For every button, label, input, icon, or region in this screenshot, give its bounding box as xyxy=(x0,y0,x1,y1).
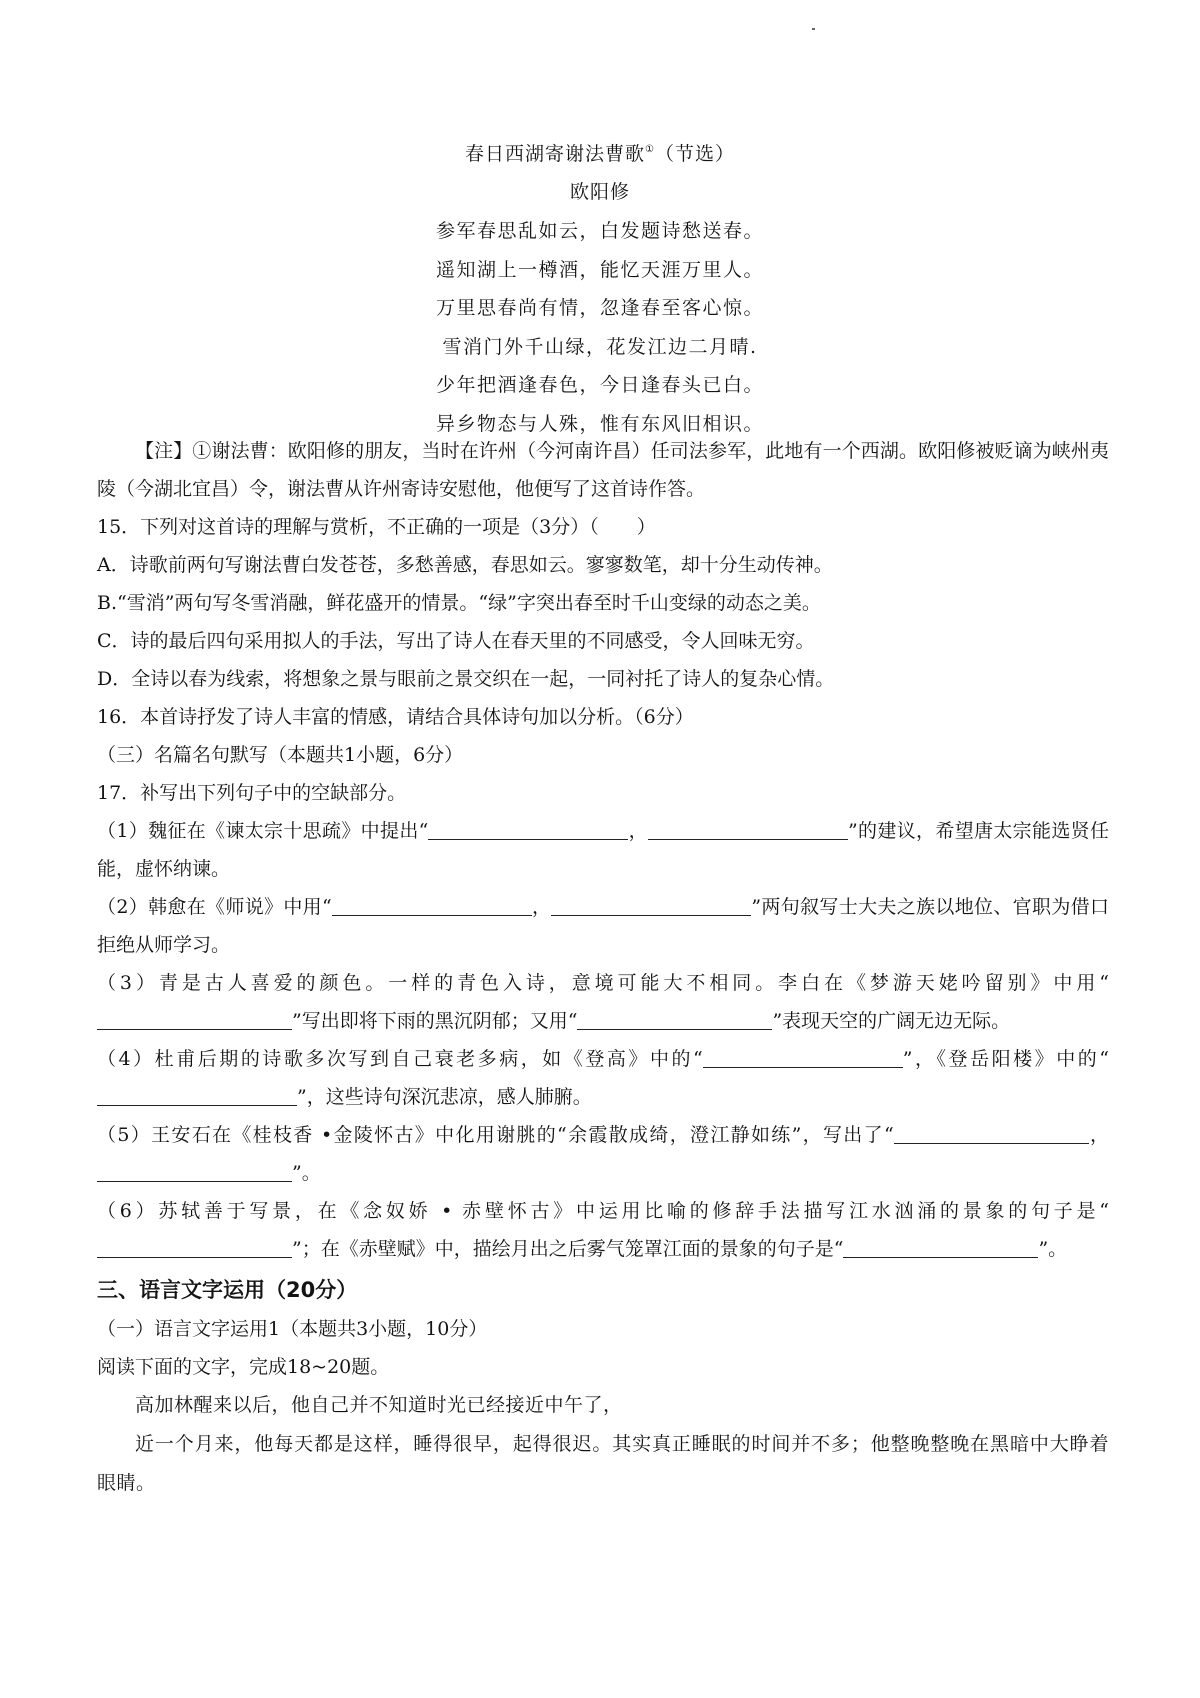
q17-1-text-a: （1）魏征在《谏太宗十思疏》中提出“ xyxy=(97,820,429,842)
poem-title xyxy=(0,132,1200,172)
passage-paragraph: 近一个月来，他每天都是这样，睡得很早，起得很迟。其实真正睡眠的时间并不多；他整晚整晚在黑暗中大睁着眼睛。 xyxy=(97,1433,1109,1494)
q17-2-text-c: ”两句叙写士大夫之族以地位、官职为借口拒绝从师学习。 xyxy=(97,896,1109,956)
part-3-heading: （三）名篇名句默写（本题共1小题，6分） xyxy=(97,744,464,766)
poem-block xyxy=(0,132,1200,443)
passage-paragraph: 高加林醒来以后，他自己并不知道时光已经接近中午了， xyxy=(135,1394,623,1416)
question-15-stem: 15．下列对这首诗的理解与赏析，不正确的一项是（3分）（ ） xyxy=(97,516,656,538)
poem-author: 欧阳修 xyxy=(569,181,630,203)
question-17-item-2 xyxy=(97,888,1109,964)
fill-blank[interactable] xyxy=(703,1045,903,1068)
fill-blank[interactable] xyxy=(97,1235,292,1258)
q17-6-text-b: ”；在《赤壁赋》中，描绘月出之后雾气笼罩江面的景象的句子是“ xyxy=(292,1238,844,1260)
poem-line: 万里思春尚有情，忽逢春至客心惊。 xyxy=(435,297,764,319)
fill-blank[interactable] xyxy=(97,1007,292,1030)
section-3-instruction: 阅读下面的文字，完成18~20题。 xyxy=(97,1356,390,1378)
question-17-stem: 17．补写出下列句子中的空缺部分。 xyxy=(97,782,407,804)
fill-blank[interactable] xyxy=(648,817,848,840)
poem-title-footnote-mark: ① xyxy=(645,144,655,155)
poem-title-main: 春日西湖寄谢法曹歌 xyxy=(465,143,646,165)
poem-footnote: 【注】①谢法曹：欧阳修的朋友，当时在许州（今河南许昌）任司法参军，此地有一个西湖。欧阳修被贬谪为峡州夷陵（今湖北宜昌）令，谢法曹从许州寄诗安慰他，他便写了这首诗作答。 xyxy=(97,440,1109,500)
section-3-subheading: （一）语言文字运用1（本题共3小题，10分） xyxy=(97,1318,488,1340)
question-17-item-1 xyxy=(97,812,1109,888)
q17-3-text-c: ”表现天空的广阔无边无际。 xyxy=(772,1010,1011,1032)
q17-2-text-a: （2）韩愈在《师说》中用“ xyxy=(97,896,332,918)
question-17-item-4 xyxy=(97,1040,1109,1116)
fill-blank[interactable] xyxy=(894,1121,1089,1144)
poem-title-suffix: （节选） xyxy=(654,143,735,165)
question-17-item-3 xyxy=(97,964,1109,1040)
q17-6-text-c: ”。 xyxy=(1038,1238,1068,1260)
question-15-option-a: A．诗歌前两句写谢法曹白发苍苍，多愁善感，春思如云。寥寥数笔，却十分生动传神。 xyxy=(97,554,833,576)
fill-blank[interactable] xyxy=(551,893,751,916)
poem-line: 异乡物态与人殊，惟有东风旧相识。 xyxy=(435,412,764,435)
fill-blank[interactable] xyxy=(97,1083,297,1106)
q17-1-text-b: ， xyxy=(628,820,649,842)
fill-blank[interactable] xyxy=(332,893,532,916)
fill-blank[interactable] xyxy=(577,1007,772,1030)
question-15-option-c: C．诗的最后四句采用拟人的手法，写出了诗人在春天里的不同感受，令人回味无穷。 xyxy=(97,630,815,652)
q17-4-text-a: （4）杜甫后期的诗歌多次写到自己衰老多病，如《登高》中的“ xyxy=(97,1048,703,1070)
q17-5-text-c: ”。 xyxy=(292,1162,321,1184)
q17-3-text-b: ”写出即将下雨的黑沉阴郁；又用“ xyxy=(292,1010,578,1032)
poem-line: 遥知湖上一樽酒，能忆天涯万里人。 xyxy=(435,258,764,281)
poem-line: 雪消门外千山绿，花发江边二月晴. xyxy=(442,335,758,358)
fill-blank[interactable] xyxy=(428,817,628,840)
question-17-item-6 xyxy=(97,1192,1109,1268)
fill-blank[interactable] xyxy=(97,1159,292,1182)
exam-body xyxy=(97,432,1109,1503)
question-15-option-d: D．全诗以春为线索，将想象之景与眼前之景交织在一起，一同衬托了诗人的复杂心情。 xyxy=(97,668,835,690)
poem-line: 参军春思乱如云，白发题诗愁送春。 xyxy=(435,220,764,242)
question-16: 16．本首诗抒发了诗人丰富的情感，请结合具体诗句加以分析。（6分） xyxy=(97,706,694,728)
q17-2-text-b: ， xyxy=(531,896,552,918)
q17-5-text-b: ， xyxy=(1088,1124,1109,1146)
q17-4-text-c: ”，这些诗句深沉悲凉，感人肺腑。 xyxy=(297,1086,592,1108)
scan-speck xyxy=(812,28,815,30)
poem-line: 少年把酒逢春色，今日逢春头已白。 xyxy=(435,374,764,396)
fill-blank[interactable] xyxy=(843,1235,1038,1258)
q17-6-text-a: （6）苏轼善于写景，在《念奴娇 • 赤壁怀古》中运用比喻的修辞手法描写江水汹涌的景象的句子是“ xyxy=(97,1200,1109,1222)
question-15-option-b: B.“雪消”两句写冬雪消融，鲜花盛开的情景。“绿”字突出春至时千山变绿的动态之美。 xyxy=(97,592,821,614)
section-3-heading: 三、语言文字运用（20分） xyxy=(97,1278,358,1302)
q17-1-text-c: ”的建议，希望唐太宗能选贤任能，虚怀纳谏。 xyxy=(97,820,1109,880)
q17-4-text-b: ”，《登岳阳楼》中的“ xyxy=(902,1048,1109,1070)
question-17-item-5 xyxy=(97,1116,1109,1192)
q17-3-text-a: （3）青是古人喜爱的颜色。一样的青色入诗，意境可能大不相同。李白在《梦游天姥吟留别》中用“ xyxy=(97,972,1109,994)
q17-5-text-a: （5）王安石在《桂枝香 •金陵怀古》中化用谢朓的“余霞散成绮，澄江静如练”，写出了“ xyxy=(97,1124,894,1146)
